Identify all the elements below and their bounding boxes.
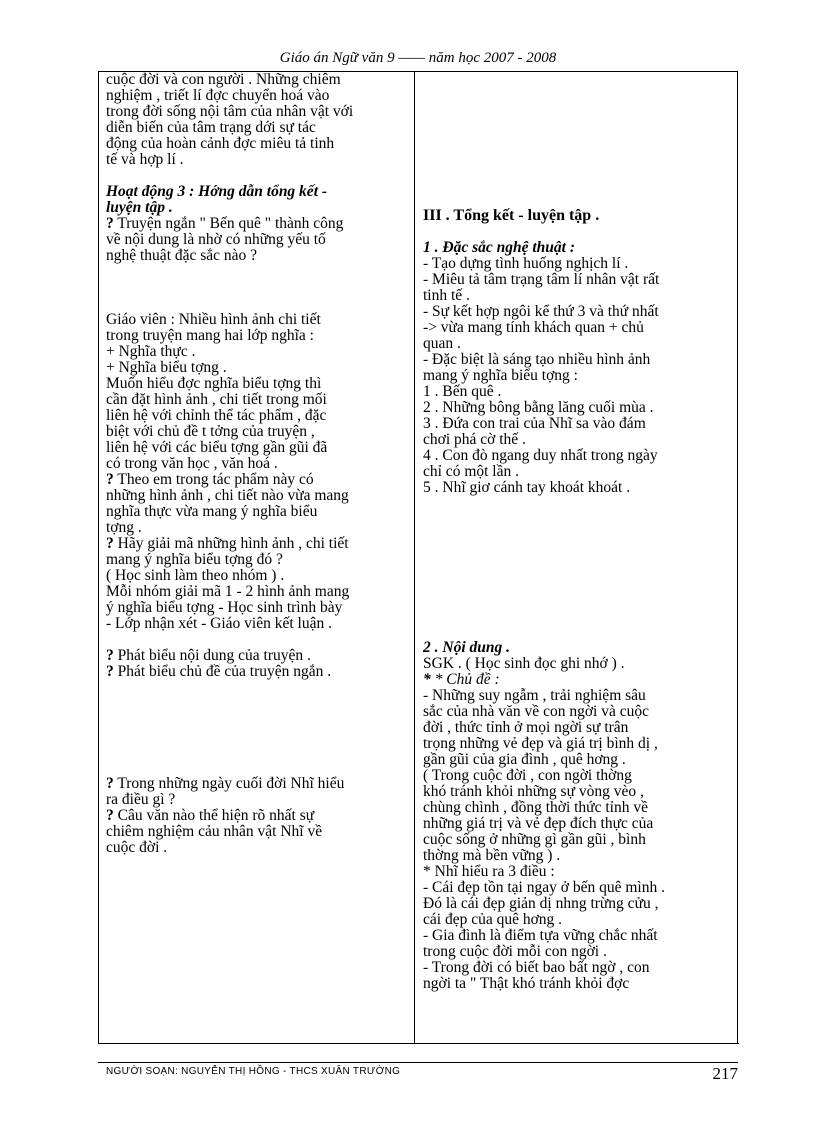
question-mark: ?: [106, 647, 114, 664]
page-header: [98, 50, 738, 72]
text-line: nghệ thuật đặc sắc nào ?: [106, 247, 258, 264]
text-line: động của hoàn cảnh đợc miêu tả tinh: [106, 135, 335, 152]
text-line: ? Phát biểu nội dung của truyện .: [106, 647, 311, 664]
question-mark: ?: [106, 215, 114, 232]
question-mark: ?: [106, 807, 114, 824]
text-line: ? Trong những ngày cuối đời Nhĩ hiểu: [106, 775, 345, 792]
text-line: trọng những vẻ đẹp và giá trị bình dị ,: [423, 735, 658, 752]
theme-list: [423, 688, 728, 864]
art-heading: 1 . Đặc sắc nghệ thuật :: [423, 239, 575, 256]
text-line: 1 . Bến quê .: [423, 383, 502, 400]
text-line: - Miêu tả tâm trạng tâm lí nhân vật rất: [423, 271, 660, 288]
question-mark: ?: [106, 663, 114, 680]
text-line: chiêm nghiệm cảu nhân vật Nhĩ về: [106, 823, 323, 840]
text-line: biệt với chủ đề t tởng của truyện ,: [106, 423, 315, 440]
text-line: những hình ảnh , chi tiết nào vừa mang: [106, 487, 349, 504]
text-line: tinh tế .: [423, 287, 470, 304]
teacher-note: [106, 312, 410, 472]
table-bottom-border: [98, 1043, 739, 1044]
text-line: ? Truyện ngắn " Bến quê " thành công: [106, 215, 344, 232]
heading-line: luyện tập .: [106, 199, 173, 216]
text-line: Muốn hiểu đợc nghĩa biểu tợng thì: [106, 375, 322, 392]
text-line: + Nghĩa thực .: [106, 343, 196, 360]
text-line: ? Câu văn nào thể hiện rõ nhất sự: [106, 807, 315, 824]
insight-label: * Nhĩ hiểu ra 3 điều :: [423, 863, 555, 880]
text-line: + Nghĩa biểu tợng .: [106, 359, 227, 376]
text-line: Mỗi nhóm giải mã 1 - 2 hình ảnh mang: [106, 583, 350, 600]
text-line: nghiệm , triết lí đợc chuyển hoá vào: [106, 87, 330, 104]
theme-label: * * Chủ đề :: [423, 671, 500, 688]
text-line: SGK . ( Học sinh đọc ghi nhớ ) .: [423, 655, 625, 672]
header-title: Giáo án Ngữ văn 9 —— năm học 2007 - 2008: [279, 50, 557, 66]
footer-author: NGƯỜI SOẠN: NGUYỄN THỊ HỒNG - THCS XUÂN TRƯỜNG: [106, 1066, 401, 1077]
text-line: ngời ta " Thật khó tránh khỏi đợc: [423, 975, 630, 992]
text-line: diễn biến của tâm trạng dới sự tác: [106, 119, 316, 136]
question-mark: ?: [106, 471, 114, 488]
text-line: ra điều gì ?: [106, 791, 176, 808]
text-line: nghĩa thực vừa mang ý nghĩa biểu: [106, 503, 318, 520]
text-line: tợng .: [106, 519, 142, 536]
text-line: - Tạo dựng tình huống nghịch lí .: [423, 255, 629, 272]
left-column: [106, 72, 410, 856]
text-line: Đó là cái đẹp giản dị nhng trừng cửu ,: [423, 895, 659, 912]
text-line: ? Hãy giải mã những hình ảnh , chi tiết: [106, 535, 349, 552]
insight-list: [423, 880, 728, 992]
text-line: cái đẹp của quê hơng .: [423, 911, 563, 928]
text-line: quan .: [423, 335, 461, 352]
text-line: Giáo viên : Nhiều hình ảnh chi tiết: [106, 311, 321, 328]
text-line: ? Theo em trong tác phẩm này có: [106, 471, 314, 488]
text-line: tế và hợp lí .: [106, 151, 184, 168]
activity-heading: [106, 184, 410, 216]
text-line: chùng chình , đồng thời thức tỉnh về: [423, 799, 648, 816]
text-line: - Gia đình là điểm tựa vững chắc nhất: [423, 927, 658, 944]
text-line: sắc của nhà văn về con ngời và cuộc: [423, 703, 649, 720]
question-mark: ?: [106, 535, 114, 552]
text-line: ý nghĩa biểu tợng - Học sinh trình bày: [106, 599, 343, 616]
text-line: ( Học sinh làm theo nhóm ) .: [106, 567, 285, 584]
text-line: ? Phát biểu chủ đề của truyện ngắn .: [106, 663, 332, 680]
text-line: những giá trị và vẻ đẹp đích thực của: [423, 815, 654, 832]
question-art: [106, 216, 410, 264]
question-content: [106, 648, 410, 680]
heading-line: Hoạt động 3 : Hớng dẫn tổng kết -: [106, 183, 328, 200]
text-line: chỉ có một lần .: [423, 463, 519, 480]
text-line: trong truyện mang hai lớp nghĩa :: [106, 327, 314, 344]
text-line: liên hệ với các biểu tợng gần gũi đã: [106, 439, 328, 456]
question-symbols: [106, 472, 410, 536]
text-line: chơi phá cờ thế .: [423, 431, 526, 448]
text-line: - Trong đời có biết bao bất ngờ , con: [423, 959, 650, 976]
text-line: về nội dung là nhờ có những yếu tố: [106, 231, 326, 248]
section-title: III . Tổng kết - luyện tập .: [423, 207, 600, 224]
text-line: - Đặc biệt là sáng tạo nhiều hình ảnh: [423, 351, 651, 368]
text-line: 5 . Nhĩ giơ cánh tay khoát khoát .: [423, 479, 631, 496]
lesson-table: [98, 72, 738, 1044]
text-line: - Lớp nhận xét - Giáo viên kết luận .: [106, 615, 332, 632]
text-line: 2 . Những bông bằng lăng cuối mùa .: [423, 399, 654, 416]
text-line: mang ý nghĩa biểu tợng :: [423, 367, 578, 384]
content-heading: 2 . Nội dung .: [423, 639, 510, 656]
text-line: cuộc sống ở những gì gần gũi , bình: [423, 831, 646, 848]
question-decode: [106, 536, 410, 632]
text-line: 3 . Đứa con trai của Nhĩ sa vào đám: [423, 415, 646, 432]
text-line: khó tránh khỏi những sự vòng vèo ,: [423, 783, 644, 800]
right-column: [423, 72, 728, 992]
theme-label-text: * Chủ đề :: [434, 671, 500, 688]
page-number: 217: [712, 1064, 738, 1083]
art-list: [423, 256, 728, 496]
text-line: -> vừa mang tính khách quan + chủ: [423, 319, 644, 336]
text-line: trong cuộc đời mỗi con ngời .: [423, 943, 607, 960]
text-line: cuộc đời và con người . Những chiêm: [106, 71, 341, 88]
text-line: mang ý nghĩa biểu tợng đó ?: [106, 551, 283, 568]
text-line: - Những suy ngẫm , trải nghiệm sâu: [423, 687, 646, 704]
text-line: đời , thức tỉnh ở mọi ngời sự trân: [423, 719, 629, 736]
text-line: cần đặt hình ảnh , chi tiết trong mối: [106, 391, 327, 408]
text-line: ( Trong cuộc đời , con ngời thờng: [423, 767, 632, 784]
text-line: cuộc đời .: [106, 839, 168, 856]
question-insight: [106, 776, 410, 856]
text-line: gần gũi của gia đình , quê hơng .: [423, 751, 626, 768]
column-divider: [414, 72, 415, 1044]
text-line: - Sự kết hợp ngôi kể thứ 3 và thứ nhất: [423, 303, 659, 320]
text-line: trong đời sống nội tâm của nhân vật với: [106, 103, 354, 120]
question-mark: ?: [106, 775, 114, 792]
text-line: thờng mà bền vững ) .: [423, 847, 561, 864]
intro-paragraph: [106, 72, 410, 168]
text-line: liên hệ với chỉnh thể tác phẩm , đặc: [106, 407, 327, 424]
text-line: có trong văn học , văn hoá .: [106, 455, 278, 472]
text-line: - Cái đẹp tồn tại ngay ở bến quê mình .: [423, 879, 665, 896]
text-line: 4 . Con đò ngang duy nhất trong ngày: [423, 447, 658, 464]
footer-rule: [98, 1062, 738, 1063]
